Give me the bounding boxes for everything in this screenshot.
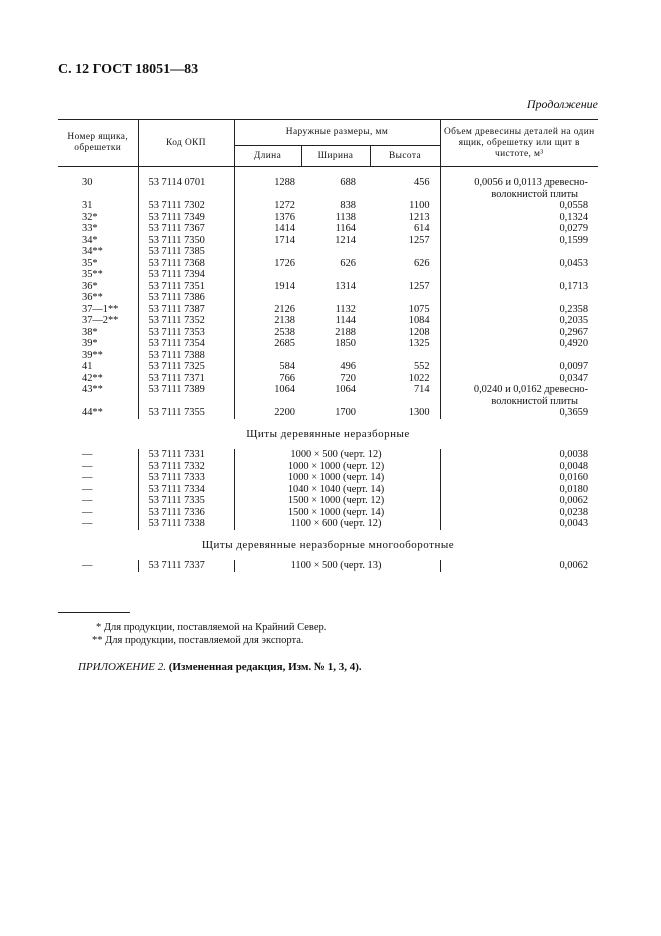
volume-cell — [440, 235, 598, 247]
table-row — [58, 495, 598, 507]
okp-code-cell: 53 7114 0701 — [138, 177, 234, 200]
box-number-cell: 34* — [82, 234, 98, 246]
height-cell: 614 — [413, 223, 430, 234]
volume-value: 0,1599 — [559, 234, 589, 246]
okp-code-cell: 53 7111 7368 — [138, 258, 234, 270]
panel-size-cell: 1500 × 1000 (черт. 14) — [234, 507, 440, 519]
table-row — [58, 223, 598, 235]
width-cell — [301, 246, 370, 258]
okp-code-cell: 53 7111 7349 — [138, 212, 234, 224]
width-cell — [301, 269, 370, 281]
footnote-export: ** Для продукции, поставляемой для экспорта. — [92, 635, 304, 646]
box-number-cell: 39** — [82, 349, 103, 361]
height-cell: 714 — [413, 384, 430, 395]
footnote-divider — [58, 612, 130, 613]
width-cell: 1164 — [335, 223, 356, 234]
width-cell: 1132 — [335, 303, 356, 315]
box-number-cell: — — [82, 518, 93, 529]
volume-cell: 0,0062 — [440, 495, 598, 507]
volume-cell: 0,0238 — [440, 507, 598, 519]
panel-size-cell: 1100 × 500 (черт. 13) — [234, 560, 440, 572]
header-height: Высота — [370, 146, 440, 167]
okp-code-cell: 53 7111 7332 — [138, 461, 234, 473]
length-cell — [234, 269, 301, 281]
okp-code-cell: 53 7111 7355 — [138, 407, 234, 419]
length-cell: 1064 — [234, 384, 301, 407]
width-cell: 626 — [340, 257, 356, 269]
okp-code-cell: 53 7111 7386 — [138, 292, 234, 304]
height-cell: 1100 — [409, 200, 430, 211]
length-cell: 1272 — [234, 200, 301, 212]
table-row — [58, 281, 598, 293]
volume-value: 0,1324 — [559, 211, 589, 223]
box-number-cell: 35* — [82, 257, 98, 269]
length-cell: 2200 — [234, 407, 301, 419]
volume-value-continuation: волокнистой плиты — [491, 395, 579, 407]
width-cell: 1214 — [335, 234, 356, 246]
length-cell: 584 — [234, 361, 301, 373]
length-cell: 766 — [234, 373, 301, 385]
panel-size-cell: 1000 × 1000 (черт. 14) — [234, 472, 440, 484]
length-cell: 2138 — [234, 315, 301, 327]
length-cell — [234, 292, 301, 304]
page-header: С. 12 ГОСТ 18051—83 — [58, 62, 199, 77]
length-cell: 2126 — [234, 304, 301, 316]
table-row — [58, 484, 598, 496]
volume-cell — [440, 223, 598, 235]
volume-cell — [440, 269, 598, 281]
height-cell — [370, 350, 440, 362]
okp-code-cell: 53 7111 7333 — [138, 472, 234, 484]
width-cell — [301, 292, 370, 304]
box-number-cell: 36* — [82, 280, 98, 292]
table-row — [58, 461, 598, 473]
header-okp-code: Код ОКП — [138, 120, 234, 167]
length-cell: 2538 — [234, 327, 301, 339]
volume-cell — [440, 177, 598, 200]
volume-cell: 0,0048 — [440, 461, 598, 473]
volume-value: 0,0279 — [559, 223, 589, 234]
table-row — [58, 373, 598, 385]
volume-cell: 0,0062 — [440, 560, 598, 572]
box-number-cell: 33* — [82, 223, 98, 234]
length-cell: 1914 — [234, 281, 301, 293]
volume-cell — [440, 212, 598, 224]
length-cell: 2685 — [234, 338, 301, 350]
volume-value-continuation: волокнистой плиты — [491, 188, 579, 200]
okp-code-cell: 53 7111 7388 — [138, 350, 234, 362]
volume-value: 0,2035 — [559, 315, 589, 326]
panel-size-cell: 1000 × 500 (черт. 12) — [234, 449, 440, 461]
okp-code-cell: 53 7111 7353 — [138, 327, 234, 339]
table-row — [58, 269, 598, 281]
okp-code-cell: 53 7111 7336 — [138, 507, 234, 519]
width-cell: 1314 — [335, 280, 356, 292]
volume-value: 0,4920 — [559, 338, 589, 349]
box-number-cell: — — [82, 449, 93, 460]
okp-code-cell: 53 7111 7351 — [138, 281, 234, 293]
header-box-number: Номер ящика, обрешетки — [67, 132, 129, 153]
box-number-cell: — — [82, 560, 93, 571]
header-length: Длина — [234, 146, 301, 167]
appendix-label: ПРИЛОЖЕНИЕ 2. — [78, 661, 166, 673]
volume-cell: 0,0180 — [440, 484, 598, 496]
okp-code-cell: 53 7111 7334 — [138, 484, 234, 496]
volume-value: 0,0347 — [559, 372, 589, 384]
table-row — [58, 338, 598, 350]
box-number-cell: 31 — [82, 200, 93, 211]
length-cell — [234, 246, 301, 258]
height-cell: 1208 — [408, 326, 430, 338]
box-number-cell: 34** — [82, 246, 103, 257]
volume-cell — [440, 373, 598, 385]
volume-value: 0,2967 — [559, 326, 589, 338]
table-row — [58, 327, 598, 339]
okp-code-cell: 53 7111 7302 — [138, 200, 234, 212]
volume-value: 0,0240 и 0,0162 древесно- — [473, 384, 589, 395]
volume-value: 0,0453 — [559, 257, 589, 269]
box-number-cell: 39* — [82, 338, 98, 349]
volume-cell: 0,0043 — [440, 518, 598, 530]
table-body — [58, 167, 598, 572]
volume-cell — [440, 292, 598, 304]
table-row — [58, 212, 598, 224]
width-cell: 720 — [340, 372, 356, 384]
table-row — [58, 258, 598, 270]
appendix-note — [78, 661, 362, 673]
section1-title: Щиты деревянные неразборные — [246, 427, 410, 440]
box-dimensions-table — [58, 119, 598, 572]
box-number-cell: 35** — [82, 269, 103, 280]
box-number-cell: 36** — [82, 292, 103, 303]
volume-cell — [440, 246, 598, 258]
box-number-cell: 42** — [82, 372, 103, 384]
okp-code-cell: 53 7111 7331 — [138, 449, 234, 461]
table-row — [58, 177, 598, 200]
volume-value: 0,3659 — [559, 407, 589, 418]
section2-title: Щиты деревянные неразборные многооборотные — [201, 538, 455, 551]
okp-code-cell: 53 7111 7367 — [138, 223, 234, 235]
header-outer-dimensions: Наружные размеры, мм — [234, 120, 440, 146]
table-row — [58, 315, 598, 327]
okp-code-cell: 53 7111 7354 — [138, 338, 234, 350]
volume-value: 0,0558 — [559, 200, 589, 211]
volume-value: 0,0056 и 0,0113 древесно- — [474, 177, 589, 188]
width-cell: 1064 — [335, 384, 356, 395]
box-number-cell: 41 — [82, 361, 93, 372]
length-cell: 1376 — [234, 212, 301, 224]
box-number-cell: — — [82, 495, 93, 506]
volume-cell: 0,0160 — [440, 472, 598, 484]
height-cell: 626 — [413, 257, 430, 269]
table-row — [58, 472, 598, 484]
okp-code-cell: 53 7111 7335 — [138, 495, 234, 507]
length-cell: 1714 — [234, 235, 301, 247]
volume-cell: 0,0038 — [440, 449, 598, 461]
header-width: Ширина — [301, 146, 370, 167]
table-row — [58, 449, 598, 461]
width-cell: 1144 — [335, 315, 356, 326]
width-cell: 2188 — [335, 326, 356, 338]
volume-value: 0,0097 — [559, 361, 589, 372]
okp-code-cell: 53 7111 7389 — [138, 384, 234, 407]
table-row — [58, 518, 598, 530]
table-row — [58, 235, 598, 247]
height-cell: 1084 — [408, 315, 430, 326]
okp-code-cell: 53 7111 7394 — [138, 269, 234, 281]
box-number-cell: 37—2** — [82, 315, 119, 326]
volume-value: 0,2358 — [559, 303, 589, 315]
height-cell — [370, 269, 440, 281]
width-cell: 1700 — [335, 407, 356, 418]
width-cell: 838 — [340, 200, 356, 211]
okp-code-cell: 53 7111 7337 — [138, 560, 234, 572]
width-cell — [301, 350, 370, 362]
table-row — [58, 246, 598, 258]
box-number-cell: 37—1** — [82, 303, 119, 315]
volume-cell — [440, 327, 598, 339]
table-row — [58, 407, 598, 419]
volume-cell — [440, 281, 598, 293]
box-number-cell: 44** — [82, 407, 103, 418]
panel-size-cell: 1000 × 1000 (черт. 12) — [234, 461, 440, 473]
height-cell: 1257 — [408, 280, 430, 292]
appendix-revision: (Измененная редакция, Изм. № 1, 3, 4). — [168, 661, 362, 673]
box-number-cell: 43** — [82, 384, 103, 395]
table-row — [58, 384, 598, 407]
box-number-cell: — — [82, 483, 93, 495]
okp-code-cell: 53 7111 7352 — [138, 315, 234, 327]
table-header — [58, 120, 598, 167]
panel-size-cell: 1100 × 600 (черт. 12) — [234, 518, 440, 530]
box-number-cell: 32* — [82, 211, 98, 223]
height-cell: 1022 — [408, 372, 430, 384]
height-cell: 456 — [413, 177, 430, 188]
height-cell: 1325 — [408, 338, 430, 349]
okp-code-cell: 53 7111 7371 — [138, 373, 234, 385]
width-cell: 496 — [340, 361, 356, 372]
width-cell: 1850 — [335, 338, 356, 349]
table-row — [58, 361, 598, 373]
volume-cell — [440, 407, 598, 419]
table-row — [58, 350, 598, 362]
height-cell — [370, 292, 440, 304]
volume-cell — [440, 384, 598, 407]
volume-cell — [440, 200, 598, 212]
volume-cell — [440, 361, 598, 373]
length-cell — [234, 350, 301, 362]
box-number-cell: — — [82, 472, 93, 483]
continuation-label: Продолжение — [526, 97, 598, 111]
volume-cell — [440, 258, 598, 270]
width-cell: 688 — [340, 177, 356, 188]
box-number-cell: 38* — [82, 326, 98, 338]
table-row — [58, 304, 598, 316]
height-cell: 1300 — [408, 407, 430, 418]
width-cell: 1138 — [335, 211, 356, 223]
length-cell: 1414 — [234, 223, 301, 235]
box-number-cell: — — [82, 506, 93, 518]
volume-cell — [440, 304, 598, 316]
volume-cell — [440, 350, 598, 362]
box-number-cell: 30 — [82, 177, 93, 188]
length-cell: 1288 — [234, 177, 301, 200]
volume-cell — [440, 315, 598, 327]
table-row — [58, 200, 598, 212]
header-volume: Объем древесины деталей на один ящик, обрешетку или щит в чистоте, м³ — [440, 120, 598, 167]
length-cell: 1726 — [234, 258, 301, 270]
height-cell: 1075 — [408, 303, 430, 315]
table-row — [58, 560, 598, 572]
okp-code-cell: 53 7111 7325 — [138, 361, 234, 373]
height-cell: 552 — [413, 361, 430, 372]
height-cell: 1213 — [408, 211, 430, 223]
height-cell — [370, 246, 440, 258]
okp-code-cell: 53 7111 7385 — [138, 246, 234, 258]
height-cell: 1257 — [408, 234, 430, 246]
table-row — [58, 292, 598, 304]
volume-cell — [440, 338, 598, 350]
volume-value: 0,1713 — [559, 280, 589, 292]
table-row — [58, 507, 598, 519]
okp-code-cell: 53 7111 7350 — [138, 235, 234, 247]
okp-code-cell: 53 7111 7338 — [138, 518, 234, 530]
panel-size-cell: 1500 × 1000 (черт. 12) — [234, 495, 440, 507]
panel-size-cell: 1040 × 1040 (черт. 14) — [234, 484, 440, 496]
footnote-far-north: * Для продукции, поставляемой на Крайний Север. — [96, 622, 327, 633]
box-number-cell: — — [82, 460, 93, 472]
okp-code-cell: 53 7111 7387 — [138, 304, 234, 316]
